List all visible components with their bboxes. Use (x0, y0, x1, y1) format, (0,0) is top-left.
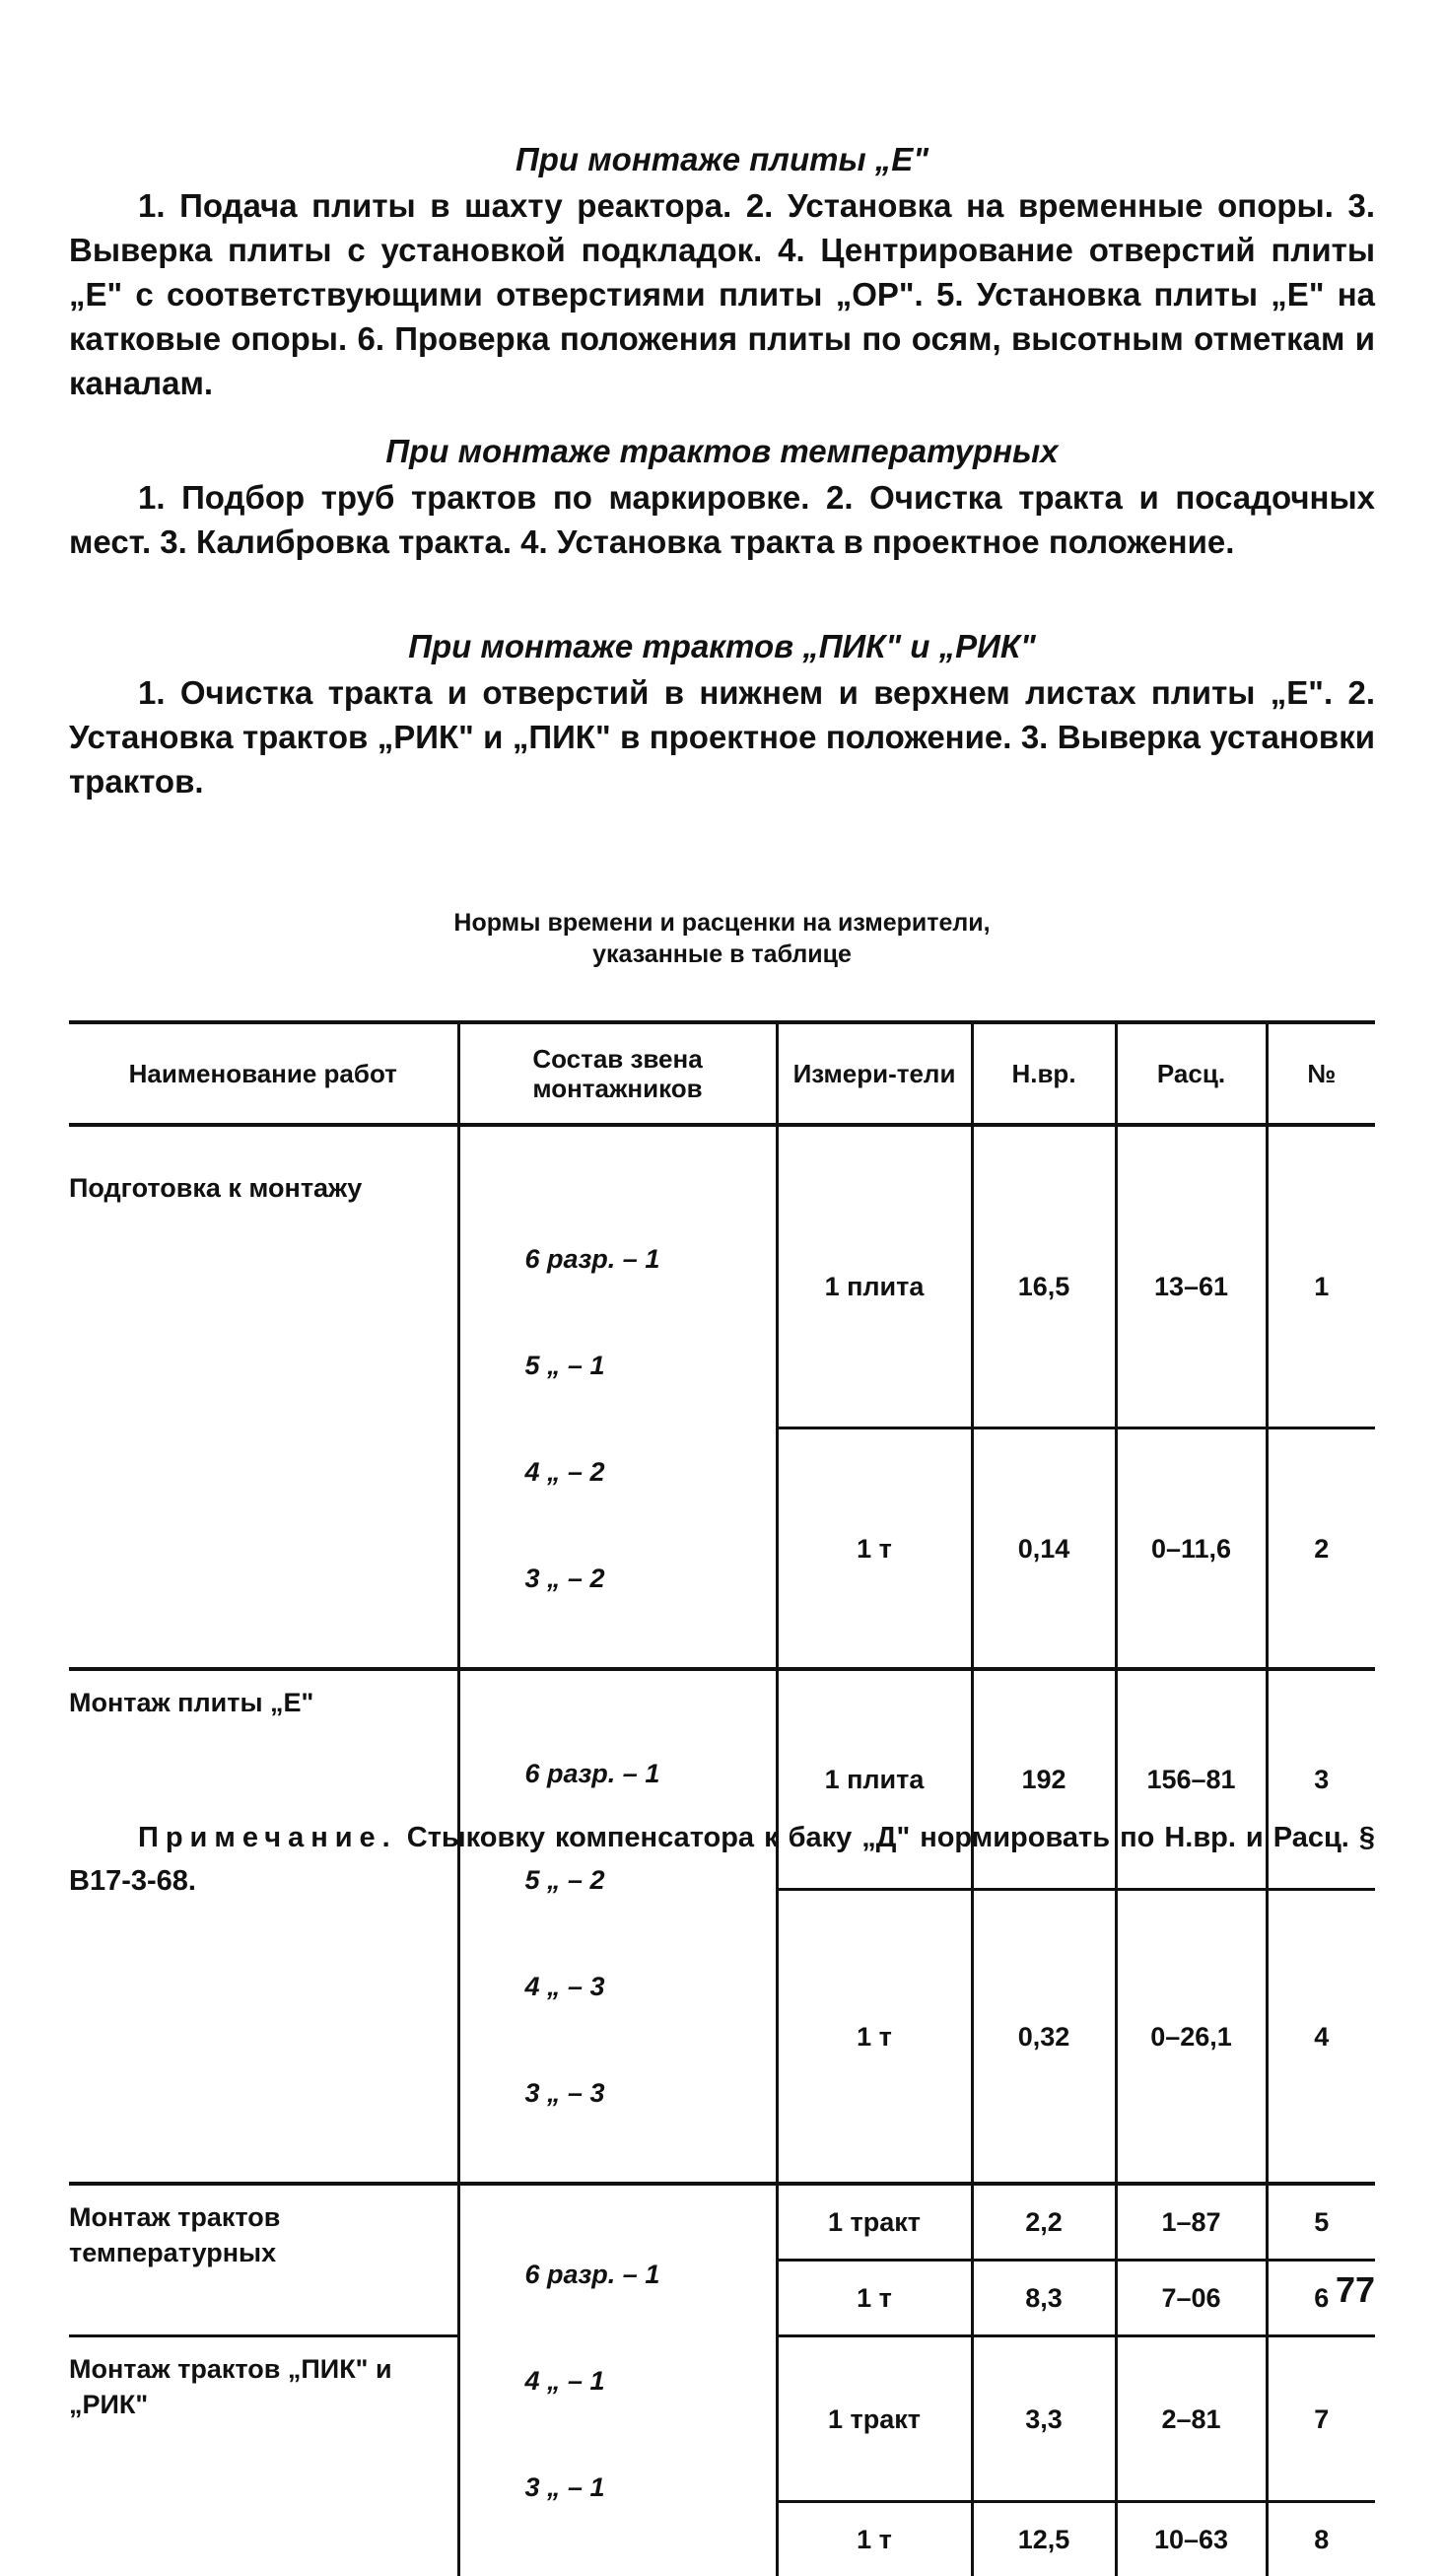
header-crew: Состав звена монтажников (458, 1022, 777, 1125)
crew-line: 3 „ – 2 (525, 1561, 770, 1596)
num-cell: 2 (1267, 1428, 1375, 1669)
crew-line: 4 „ – 1 (525, 2363, 770, 2399)
header-num: № (1267, 1022, 1375, 1125)
note-text: Стыковку компенсатора к баку „Д" нормировать по Н.вр. и Расц. § В17-3-68. (69, 1822, 1375, 1897)
note-label: Примечание. (138, 1822, 397, 1853)
num-cell: 3 (1267, 1669, 1375, 1890)
crew-cell (458, 1125, 777, 1669)
nvr-cell: 0,32 (972, 1890, 1116, 2185)
meter-cell: 1 плита (777, 1125, 972, 1428)
table-row (69, 1125, 1375, 1428)
num-cell: 6 (1267, 2261, 1375, 2336)
rasc-cell: 2–81 (1116, 2336, 1267, 2502)
crew-line: 3 „ – 1 (525, 2470, 770, 2505)
work-name: Монтаж трактов „ПИК" и „РИК" (69, 2336, 458, 2576)
crew-cell-shared (458, 2184, 777, 2576)
num-cell: 1 (1267, 1125, 1375, 1428)
norms-table-container (69, 1020, 1375, 2576)
crew-cell (458, 1669, 777, 2184)
nvr-cell: 16,5 (972, 1125, 1116, 1428)
work-name: Подготовка к монтажу (69, 1125, 458, 1669)
rasc-cell: 1–87 (1116, 2184, 1267, 2261)
crew-line: 5 „ – 2 (525, 1862, 770, 1898)
norms-table (69, 1020, 1375, 2576)
table-header-row (69, 1022, 1375, 1125)
meter-cell: 1 т (777, 1890, 972, 2185)
crew-line: 5 „ – 1 (525, 1348, 770, 1383)
section-heading-plate-e: При монтаже плиты „Е" (69, 140, 1375, 179)
nvr-cell: 2,2 (972, 2184, 1116, 2261)
num-cell: 7 (1267, 2336, 1375, 2502)
header-nvr: Н.вр. (972, 1022, 1116, 1125)
rasc-cell: 0–26,1 (1116, 1890, 1267, 2185)
header-rasc: Расц. (1116, 1022, 1267, 1125)
rasc-cell: 7–06 (1116, 2261, 1267, 2336)
section-text-plate-e: 1. Подача плиты в шахту реактора. 2. Установка на временные опоры. 3. Выверка плиты с установкой подкладок. 4. Центрирование отверстий плиты „Е" с соответствующими отверстиями плиты „ОР". 5. Установка плиты „Е" на катковые опоры. 6. Проверка положения плиты по осям, высотным отметкам и каналам. (69, 183, 1375, 405)
meter-cell: 1 т (777, 1428, 972, 1669)
header-meter: Измери-тели (777, 1022, 972, 1125)
section-heading-temperature-tracts: При монтаже трактов температурных (69, 432, 1375, 471)
work-name: Монтаж плиты „Е" (69, 1669, 458, 2184)
nvr-cell: 12,5 (972, 2502, 1116, 2576)
nvr-cell: 192 (972, 1669, 1116, 1890)
crew-line: 6 разр. – 1 (525, 2257, 770, 2292)
num-cell: 5 (1267, 2184, 1375, 2261)
num-cell: 8 (1267, 2502, 1375, 2576)
header-name: Наименование работ (69, 1022, 458, 1125)
rasc-cell: 156–81 (1116, 1669, 1267, 1890)
section-text-temperature-tracts: 1. Подбор труб трактов по маркировке. 2. Очистка тракта и посадочных мест. 3. Калибровка тракта. 4. Установка тракта в проектное положение. (69, 475, 1375, 564)
crew-line: 4 „ – 2 (525, 1454, 770, 1490)
num-cell: 4 (1267, 1890, 1375, 2185)
table-title-line2: указанные в таблице (69, 939, 1375, 970)
work-name: Монтаж трактов температурных (69, 2184, 458, 2336)
rasc-cell: 13–61 (1116, 1125, 1267, 1428)
section-text-pik-rik-tracts: 1. Очистка тракта и отверстий в нижнем и верхнем листах плиты „Е". 2. Установка трактов „РИК" и „ПИК" в проектное положение. 3. Выверка установки трактов. (69, 670, 1375, 803)
nvr-cell: 8,3 (972, 2261, 1116, 2336)
crew-line: 3 „ – 3 (525, 2075, 770, 2111)
table-title-line1: Нормы времени и расценки на измерители, (69, 907, 1375, 939)
meter-cell: 1 т (777, 2502, 972, 2576)
nvr-cell: 0,14 (972, 1428, 1116, 1669)
crew-line: 6 разр. – 1 (525, 1756, 770, 1791)
nvr-cell: 3,3 (972, 2336, 1116, 2502)
meter-cell: 1 тракт (777, 2184, 972, 2261)
page-number: 77 (1336, 2269, 1375, 2311)
table-note (69, 1816, 1375, 1903)
meter-cell: 1 тракт (777, 2336, 972, 2502)
section-heading-pik-rik-tracts: При монтаже трактов „ПИК" и „РИК" (69, 627, 1375, 666)
rasc-cell: 10–63 (1116, 2502, 1267, 2576)
rasc-cell: 0–11,6 (1116, 1428, 1267, 1669)
meter-cell: 1 т (777, 2261, 972, 2336)
crew-line: 4 „ – 3 (525, 1969, 770, 2004)
crew-line: 6 разр. – 1 (525, 1241, 770, 1277)
table-row (69, 2184, 1375, 2261)
meter-cell: 1 плита (777, 1669, 972, 1890)
